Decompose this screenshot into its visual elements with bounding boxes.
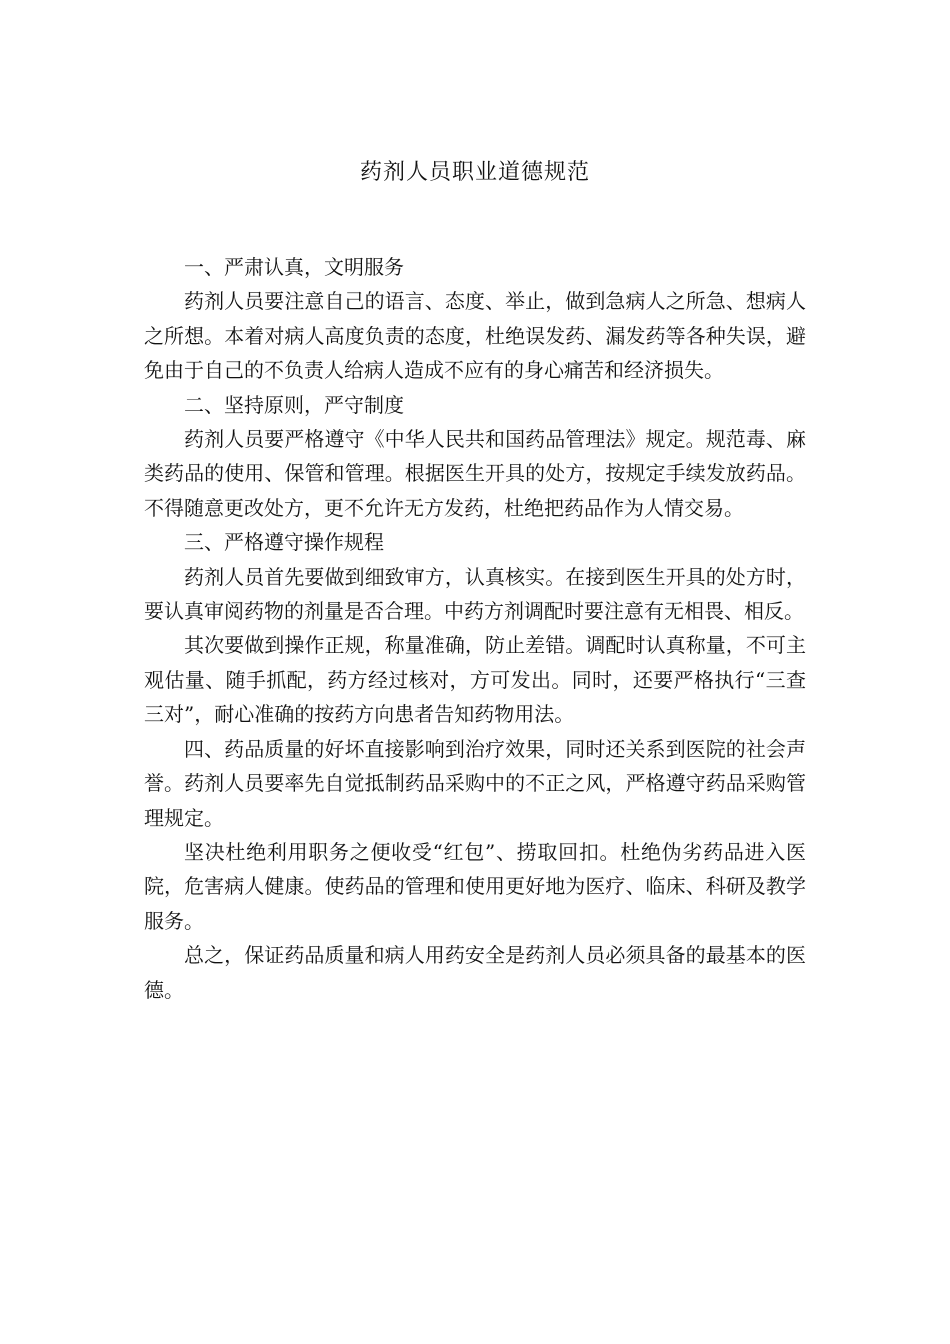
paragraph: 其次要做到操作正规，称量准确，防止差错。调配时认真称量，不可主观估量、随手抓配，药方经过核对，方可发出。同时，还要严格执行“三查三对”，耐心准确的按药方向患者告知药物用法。	[144, 633, 806, 727]
document-body	[144, 250, 806, 1007]
section-heading-1: 一、严肃认真，文明服务	[184, 255, 404, 279]
paragraph: 药剂人员要严格遵守《中华人民共和国药品管理法》规定。规范毒、麻类药品的使用、保管和管理。根据医生开具的处方，按规定手续发放药品。不得随意更改处方，更不允许无方发药，杜绝把药品作为人情交易。	[144, 427, 806, 520]
section-paragraph-4: 四、药品质量的好坏直接影响到治疗效果，同时还关系到医院的社会声誉。药剂人员要率先自觉抵制药品采购中的不正之风，严格遵守药品采购管理规定。	[144, 736, 806, 830]
paragraph: 药剂人员要注意自己的语言、态度、举止，做到急病人之所急、想病人之所想。本着对病人高度负责的态度，杜绝误发药、漏发药等各种失误，避免由于自己的不负责人给病人造成不应有的身心痛苦和经济损失。	[144, 289, 806, 383]
section-heading-2: 二、坚持原则，严守制度	[184, 392, 404, 417]
conclusion-paragraph: 总之，保证药品质量和病人用药安全是药剂人员必须具备的最基本的医德。	[144, 943, 806, 1002]
document-title: 药剂人员职业道德规范	[359, 160, 590, 185]
section-heading-3: 三、严格遵守操作规程	[184, 530, 384, 555]
paragraph: 药剂人员首先要做到细致审方，认真核实。在接到医生开具的处方时，要认真审阅药物的剂量是否合理。中药方剂调配时要注意有无相畏、相反。	[144, 564, 806, 624]
paragraph: 坚决杜绝利用职务之便收受“红包”、捞取回扣。杜绝伪劣药品进入医院，危害病人健康。使药品的管理和使用更好地为医疗、临床、科研及教学服务。	[144, 839, 806, 933]
